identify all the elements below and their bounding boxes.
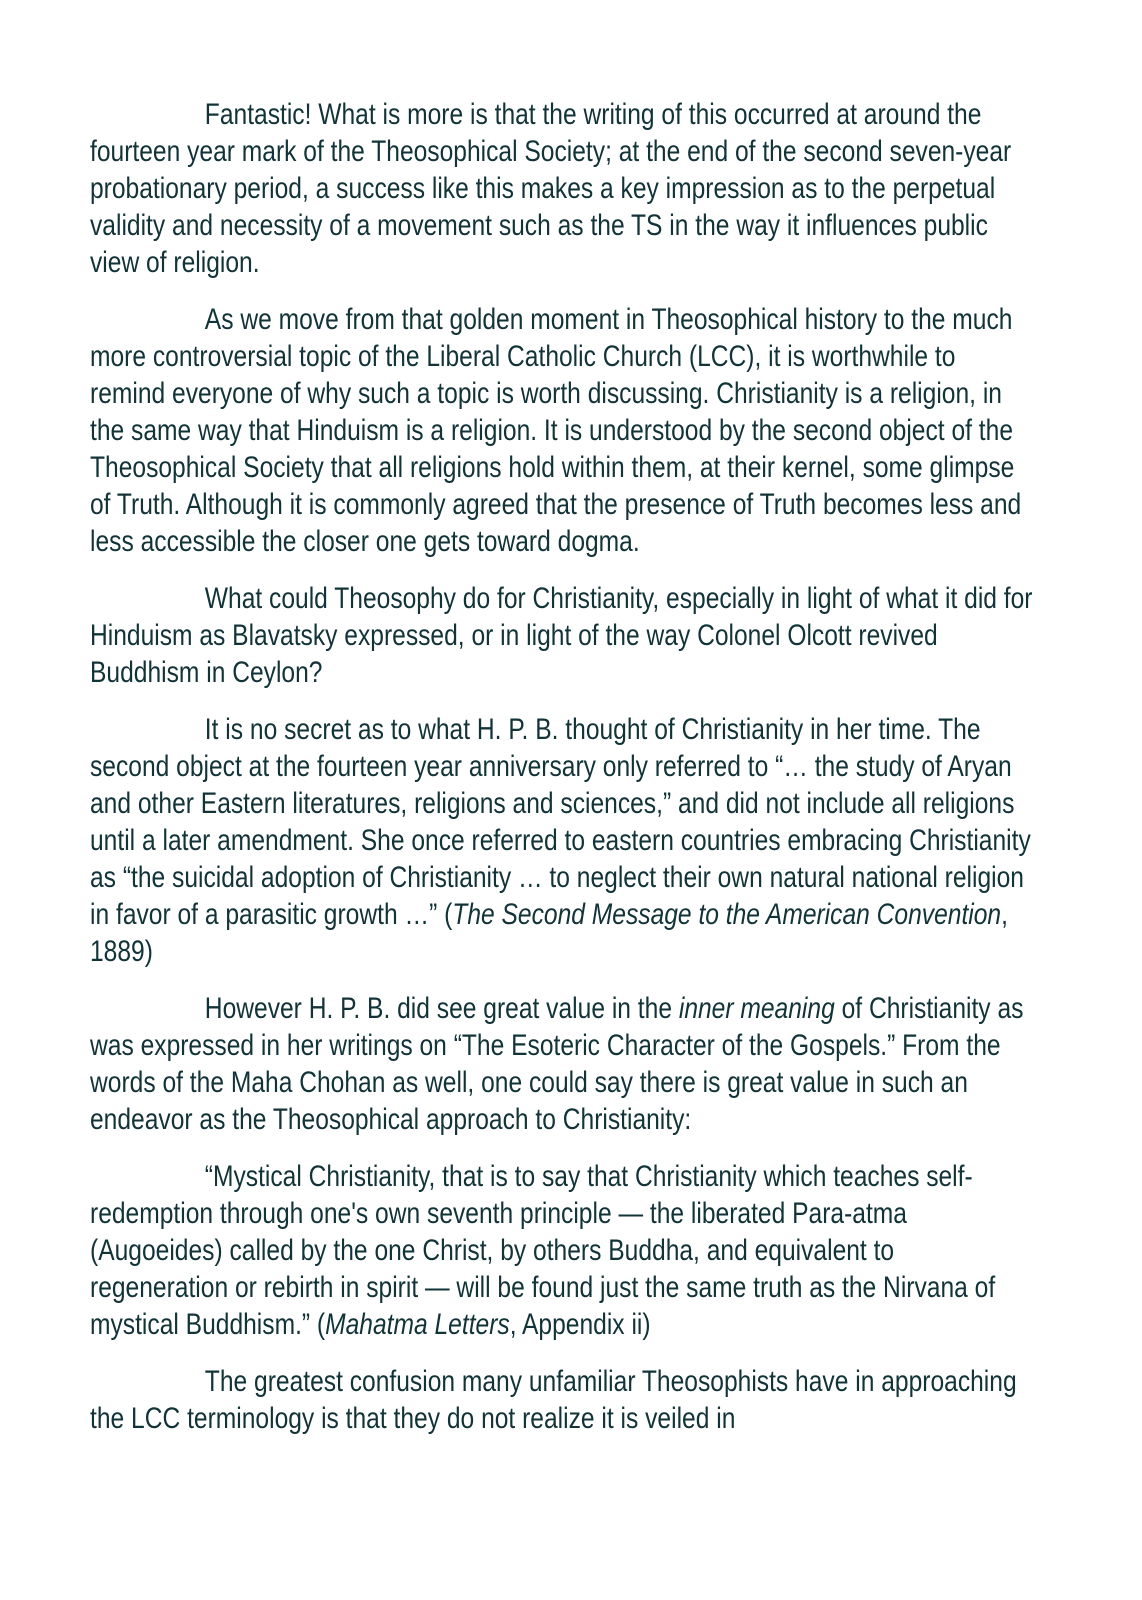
- paragraph-3: [90, 580, 1035, 691]
- text-run-italic: Mahatma Letters: [325, 1308, 510, 1341]
- paragraph-4: [90, 711, 1035, 970]
- document-body: [90, 96, 1035, 1457]
- text-run: Fantastic! What is more is that the writing of this occurred at around the fourteen year mark of the Theosophical Society; at the end of the second seven-year probationary period, a success like this makes a key impression as to the perpetual validity and necessity of a movement such as the TS in the way it influences public view of religion.: [90, 98, 1012, 279]
- paragraph-2: [90, 301, 1035, 560]
- text-run: The greatest confusion many unfamiliar Theosophists have in approaching the LCC terminology is that they do not realize it is veiled in: [90, 1365, 1017, 1435]
- paragraph-5: [90, 990, 1035, 1138]
- text-run: What could Theosophy do for Christianity, especially in light of what it did for Hinduism as Blavatsky expressed, or in light of the way Colonel Olcott revived Buddhism in Ceylon?: [90, 582, 1033, 689]
- paragraph-1: [90, 96, 1035, 281]
- text-run: of Christianity as was expressed in her writings on “The Esoteric Character of the Gospels.” From the words of the Maha Chohan as well, one could say there is great value in such an endeavor as the Theosophical approach to Christianity:: [90, 992, 1024, 1136]
- text-run: As we move from that golden moment in Theosophical history to the much more controversial topic of the Liberal Catholic Church (LCC), it is worthwhile to remind everyone of why such a topic is worth discussing. Christianity is a religion, in the same way that Hinduism is a religion. It is understood by the second object of the Theosophical Society that all religions hold within them, at their kernel, some glimpse of Truth. Although it is commonly agreed that the presence of Truth becomes less and less accessible the closer one gets toward dogma.: [90, 303, 1022, 558]
- text-run: It is no secret as to what H. P. B. thought of Christianity in her time. The second object at the fourteen year anniversary only referred to “… the study of Aryan and other Eastern literatures, religions and sciences,” and did not include all religions until a later amendment. She once referred to eastern countries embracing Christianity as “the suicidal adoption of Christianity … to neglect their own natural national religion in favor of a parasitic growth …” (: [90, 713, 1031, 931]
- text-run: , 1889): [90, 898, 1008, 968]
- paragraph-6: [90, 1158, 1035, 1343]
- text-run-italic: inner meaning: [678, 992, 835, 1025]
- paragraph-7: [90, 1363, 1035, 1437]
- text-run: However H. P. B. did see great value in the: [204, 992, 679, 1025]
- text-run-italic: The Second Message to the American Convention: [452, 898, 1002, 931]
- text-run: “Mystical Christianity, that is to say that Christianity which teaches self-redemption through one's own seventh principle — the liberated Para-atma (Augoeides) called by the one Christ, by others Buddha, and equivalent to regeneration or rebirth in spirit — will be found just the same truth as the Nirvana of mystical Buddhism.” (: [90, 1160, 996, 1341]
- text-run: , Appendix ii): [509, 1308, 651, 1341]
